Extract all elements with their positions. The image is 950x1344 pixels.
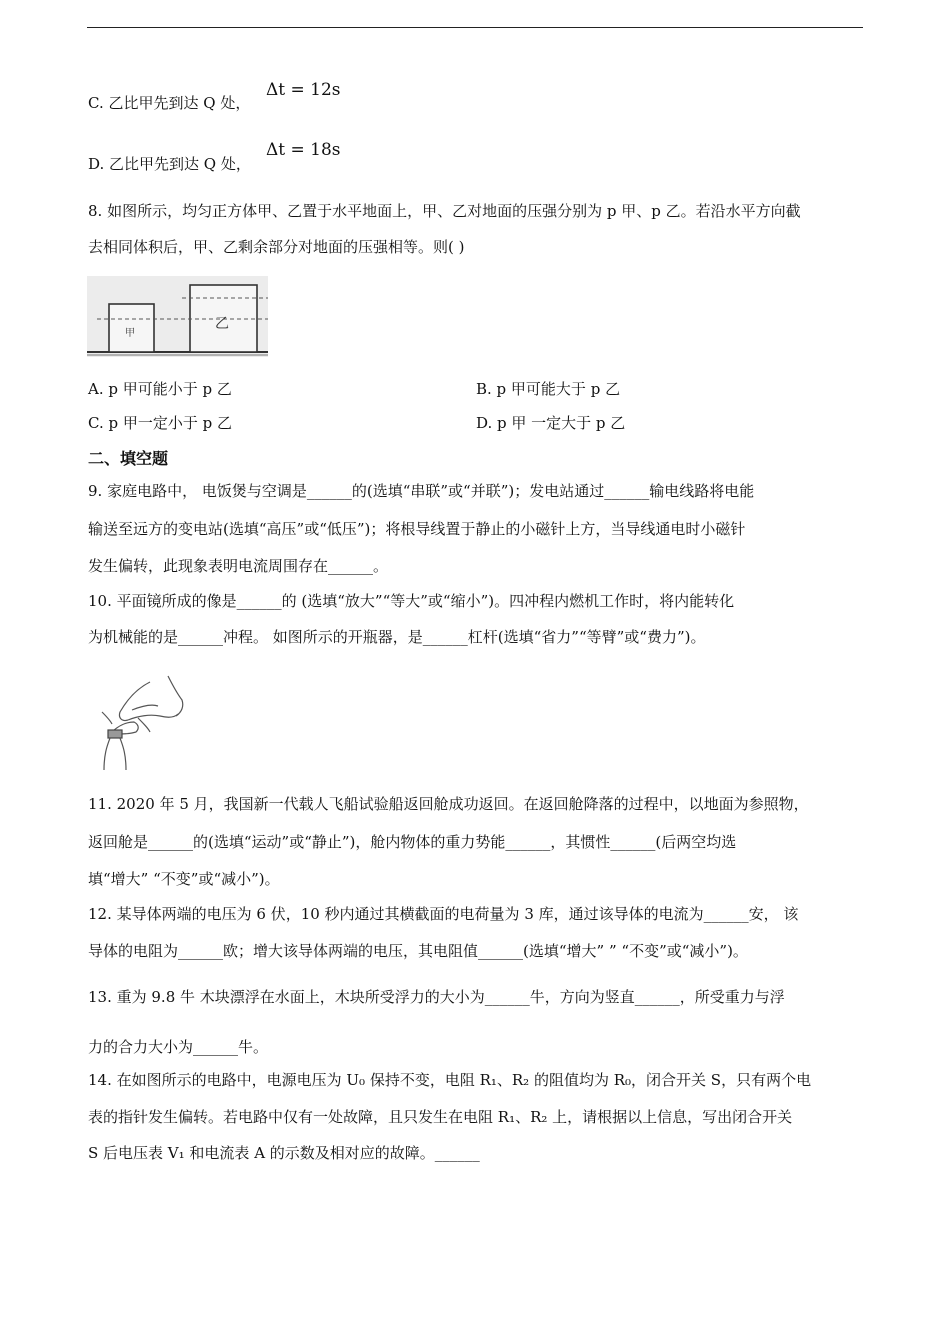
q8-option-d: D. p 甲 一定大于 p 乙	[476, 414, 626, 432]
q12-line2: 导体的电阻为______欧；增大该导体两端的电压，其电阻值______(选填“增大” ” “不变”或“减小”)。	[88, 942, 748, 960]
q11-line1: 11. 2020 年 5 月，我国新一代载人飞船试验船返回舱成功返回。在返回舱降落的过程中，以地面为参照物，	[88, 795, 809, 813]
q14-line1: 14. 在如图所示的电路中，电源电压为 U₀ 保持不变，电阻 R₁、R₂ 的阻值均为 R₀，闭合开关 S，只有两个电	[88, 1071, 812, 1089]
q8-cubes-figure	[87, 276, 268, 357]
q8-option-a: A. p 甲可能小于 p 乙	[88, 380, 232, 398]
cube-label-jia: 甲	[125, 328, 135, 339]
header-rule	[87, 27, 863, 28]
q7-option-d: D. 乙比甲先到达 Q 处，	[88, 155, 251, 173]
q13-line2: 力的合力大小为______牛。	[88, 1038, 269, 1056]
q11-line3: 填“增大” “不变”或“减小”)。	[88, 870, 280, 888]
q9-line2: 输送至远方的变电站(选填“高压”或“低压”)；将根导线置于静止的小磁针上方，当导线通电时小磁针	[88, 520, 746, 538]
q7-option-c: C. 乙比甲先到达 Q 处，	[88, 94, 251, 112]
q8-stem-line1: 8. 如图所示，均匀正方体甲、乙置于水平地面上，甲、乙对地面的压强分别为 p 甲、p 乙。若沿水平方向截	[88, 202, 801, 220]
q13-line1: 13. 重为 9.8 牛 木块漂浮在水面上，木块所受浮力的大小为______牛，方向为竖直______，所受重力与浮	[88, 988, 785, 1006]
cube-label-yi: 乙	[215, 316, 229, 332]
q7-option-c-equation: Δt = 12s	[266, 80, 341, 100]
q7-option-d-equation: Δt = 18s	[266, 140, 341, 160]
bottle-opener-figure	[98, 672, 194, 772]
q9-line3: 发生偏转，此现象表明电流周围存在______。	[88, 557, 389, 575]
section-heading-fill-blank: 二、填空题	[88, 449, 169, 468]
q10-line2: 为机械能的是______冲程。 如图所示的开瓶器，是______杠杆(选填“省力”“等臂”或“费力”)。	[88, 628, 706, 646]
q11-line2: 返回舱是______的(选填“运动”或“静止”)，舱内物体的重力势能______，其惯性______(后两空均选	[88, 833, 737, 851]
q9-line1: 9. 家庭电路中， 电饭煲与空调是______的(选填“串联”或“并联”)；发电站通过______输电线路将电能	[88, 482, 755, 500]
q14-line3: S 后电压表 V₁ 和电流表 A 的示数及相对应的故障。______	[88, 1144, 480, 1162]
q10-line1: 10. 平面镜所成的像是______的 (选填“放大”“等大”或“缩小”)。四冲程内燃机工作时，将内能转化	[88, 592, 735, 610]
q8-stem-line2: 去相同体积后，甲、乙剩余部分对地面的压强相等。则( )	[88, 238, 465, 256]
q8-option-b: B. p 甲可能大于 p 乙	[476, 380, 621, 398]
q14-line2: 表的指针发生偏转。若电路中仅有一处故障，且只发生在电阻 R₁、R₂ 上，请根据以上信息，写出闭合开关	[88, 1108, 793, 1126]
q12-line1: 12. 某导体两端的电压为 6 伏，10 秒内通过其横截面的电荷量为 3 库，通过该导体的电流为______安， 该	[88, 905, 799, 923]
q8-option-c: C. p 甲一定小于 p 乙	[88, 414, 232, 432]
